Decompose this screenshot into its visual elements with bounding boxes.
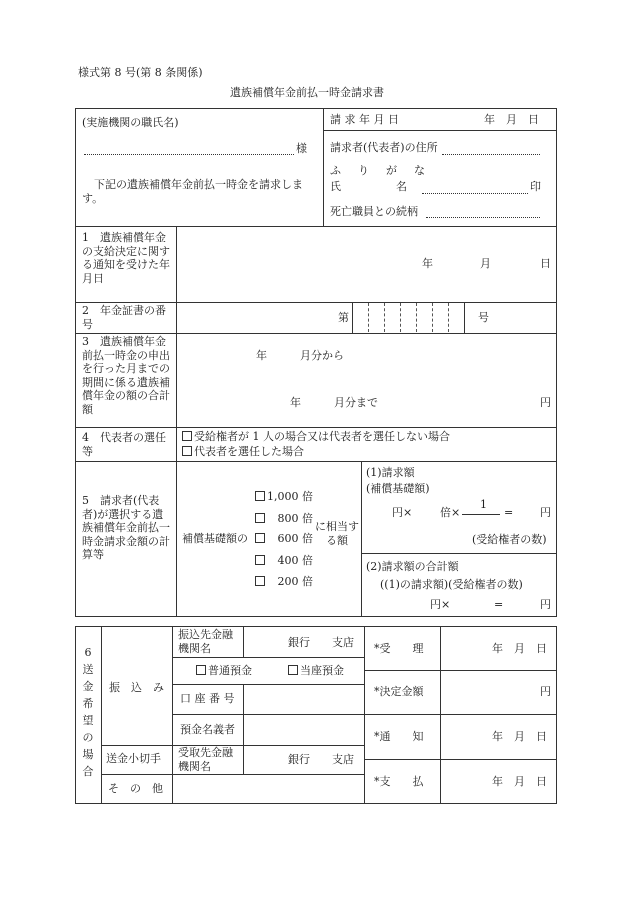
- agency-line[interactable]: [84, 154, 294, 155]
- notice-date: 年 月 日: [492, 730, 547, 743]
- row2-label: 2 年金証書の番号: [82, 304, 166, 331]
- calc1-title: (1)請求額: [366, 466, 415, 479]
- checkbox-icon[interactable]: [255, 533, 265, 543]
- sama-text: 様: [296, 142, 307, 155]
- row2-go: 号: [478, 311, 489, 324]
- row4-option2[interactable]: 代表者を選任した場合: [182, 445, 304, 459]
- request-date-label: 請 求 年 月 日: [330, 113, 399, 126]
- calc1-num: 1: [480, 498, 487, 511]
- calc2-eq: =: [494, 598, 504, 611]
- mult-600[interactable]: 600 倍: [255, 532, 313, 546]
- address-line[interactable]: [442, 154, 540, 155]
- account-name-label: 預金名義者: [180, 723, 235, 736]
- futsu-option[interactable]: 普通預金: [196, 664, 252, 678]
- row1-day: 日: [540, 257, 551, 270]
- seal-mark: 印: [530, 180, 541, 193]
- calc2-yen2: 円: [540, 598, 551, 611]
- payment-date: 年 月 日: [492, 775, 547, 788]
- calc1-sub: (補償基礎額): [366, 482, 430, 495]
- checkbox-icon[interactable]: [255, 576, 265, 586]
- mult-200[interactable]: 200 倍: [255, 575, 313, 589]
- checkbox-icon[interactable]: [288, 665, 298, 675]
- calc1-eq: =: [504, 506, 514, 519]
- notice-label: *通 知: [374, 730, 424, 743]
- request-date-units: 年 月 日: [484, 113, 539, 126]
- checkbox-icon[interactable]: [255, 491, 265, 501]
- base-amount-label: 補償基礎額の: [182, 532, 248, 545]
- row1-year: 年: [422, 257, 433, 270]
- calc1-bai: 倍×: [440, 506, 461, 519]
- row5-label: 5 請求者(代表者)が選択する遺族補償年金前払一時金請求金額の計算等: [82, 494, 170, 561]
- agency-label: (実施機関の職氏名): [82, 116, 179, 129]
- check-label: 送金小切手: [106, 752, 161, 765]
- bank-label: 振込先金融機関名: [178, 628, 233, 655]
- remittance-table: [75, 626, 557, 804]
- relationship-label: 死亡職員との続柄: [330, 205, 418, 218]
- payment-label: *支 払: [374, 775, 424, 788]
- transfer-label: 振 込 み: [109, 681, 164, 694]
- form-number: 様式第 8 号(第 8 条関係): [78, 66, 203, 79]
- calc2-formula: ((1)の請求額)(受給権者の数): [380, 578, 523, 591]
- checkbox-icon[interactable]: [196, 665, 206, 675]
- mult-400[interactable]: 400 倍: [255, 554, 313, 568]
- request-text: 下記の遺族補償年金前払一時金を請求します。: [82, 178, 303, 205]
- calc1-yen2: 円: [540, 506, 551, 519]
- decision-yen: 円: [540, 685, 551, 698]
- calc1-den: (受給権者の数): [472, 533, 547, 546]
- toza-option[interactable]: 当座預金: [288, 664, 344, 678]
- recv-bank-suffix[interactable]: 銀行 支店: [288, 753, 354, 766]
- row3-yen: 円: [540, 396, 551, 409]
- row2-dai: 第: [338, 311, 349, 324]
- recv-bank-label: 受取先金融機関名: [178, 746, 233, 773]
- row1-label: 1 遺族補償年金の支給決定に関する通知を受けた年月日: [82, 231, 170, 285]
- calc2-yen: 円×: [430, 598, 451, 611]
- bank-suffix[interactable]: 銀行 支店: [288, 636, 354, 649]
- row1-month: 月: [480, 257, 491, 270]
- remit-section-label: 6 送金希望の場合: [82, 646, 103, 778]
- row3-label: 3 遺族補償年金前払一時金の申出を行った月までの期間に係る遺族補償年金の額の合計額: [82, 335, 170, 416]
- furigana-label: ふ り が な: [330, 164, 428, 177]
- name-line[interactable]: [422, 193, 528, 194]
- row4-option1[interactable]: 受給権者が 1 人の場合又は代表者を選任しない場合: [182, 430, 450, 444]
- address-label: 請求者(代表者)の住所: [330, 141, 438, 154]
- other-label: そ の 他: [108, 782, 163, 795]
- checkbox-icon[interactable]: [255, 513, 265, 523]
- mult-1000[interactable]: 1,000 倍: [255, 490, 313, 504]
- checkbox-icon[interactable]: [182, 446, 192, 456]
- checkbox-icon[interactable]: [182, 431, 192, 441]
- row3-from: 年 月分から: [256, 349, 344, 362]
- checkbox-icon[interactable]: [255, 555, 265, 565]
- name-label: 氏 名: [330, 180, 407, 193]
- equivalent-label: に相当する額: [315, 520, 359, 547]
- row3-to: 年 月分まで: [290, 396, 378, 409]
- row4-label: 4 代表者の選任等: [82, 431, 166, 458]
- receipt-date: 年 月 日: [492, 642, 547, 655]
- decision-label: *決定金額: [374, 685, 424, 698]
- relationship-line[interactable]: [426, 217, 540, 218]
- calc2-title: (2)請求額の合計額: [366, 560, 459, 573]
- calc1-yen: 円×: [392, 506, 413, 519]
- form-title: 遺族補償年金前払一時金請求書: [230, 86, 384, 99]
- account-no-label: 口 座 番 号: [180, 692, 235, 705]
- mult-800[interactable]: 800 倍: [255, 512, 313, 526]
- receipt-label: *受 理: [374, 642, 424, 655]
